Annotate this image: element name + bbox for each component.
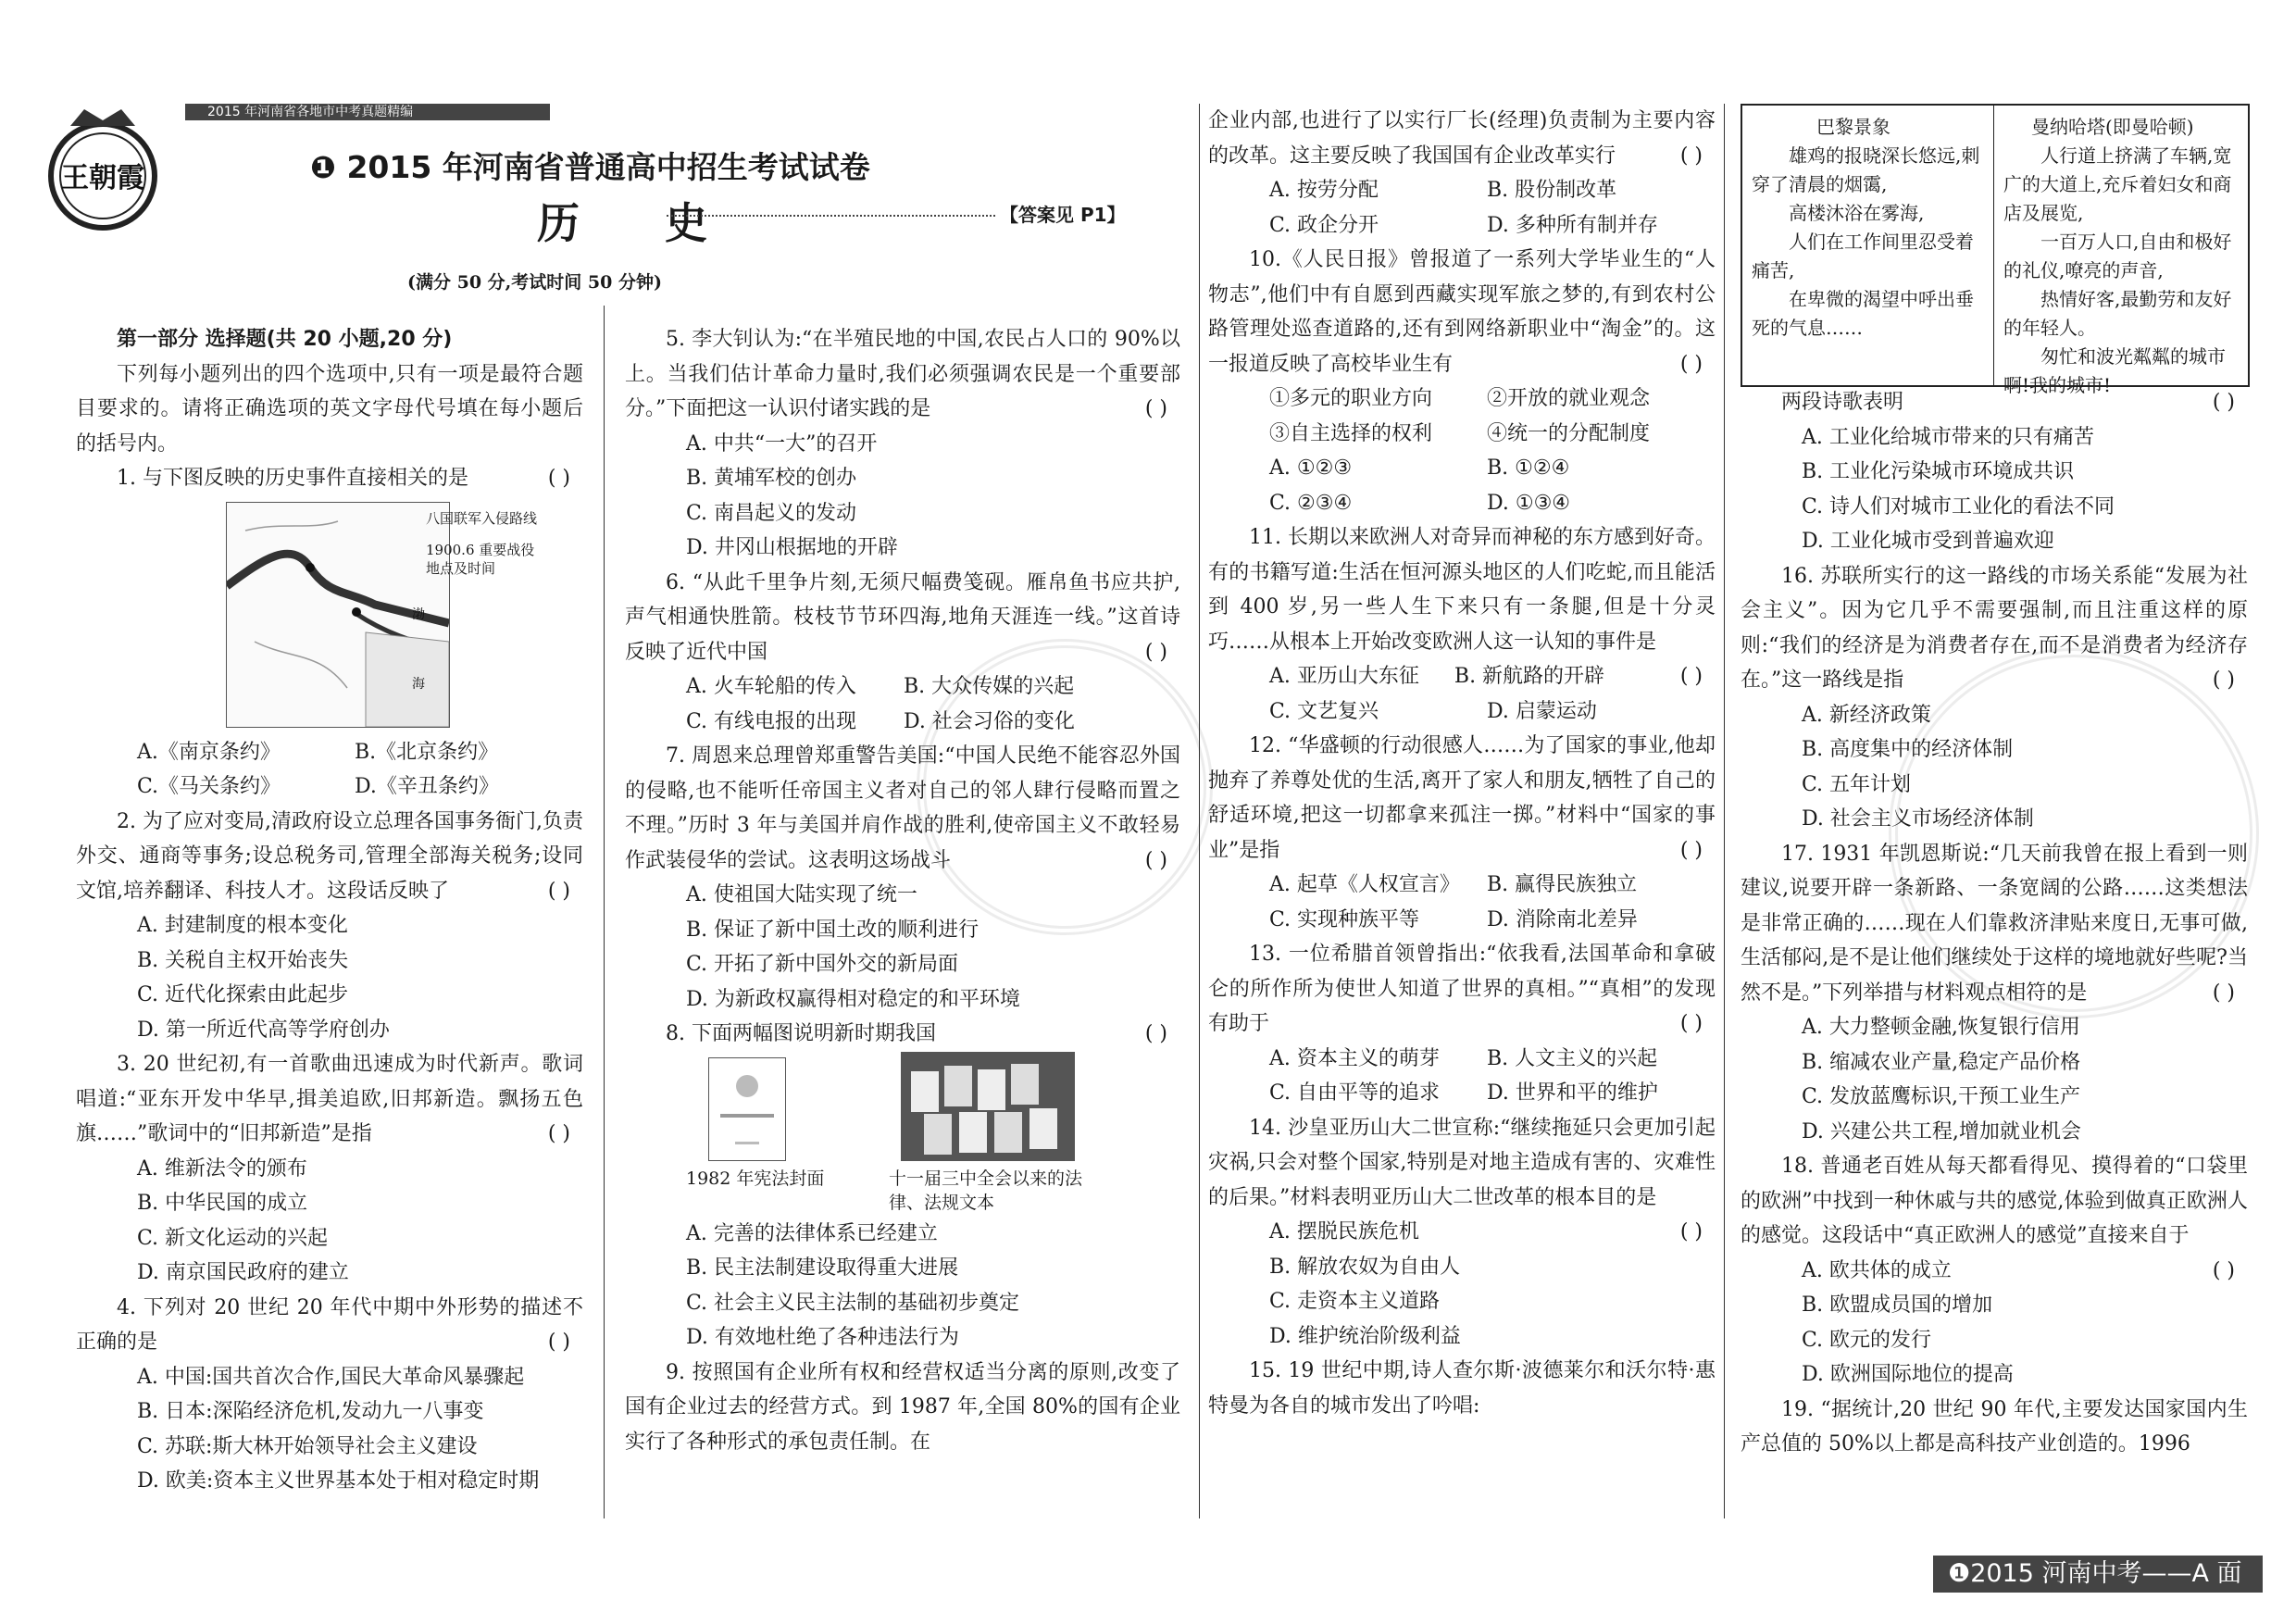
- question-10: 10.《人民日报》曾报道了一系列大学毕业生的“人物志”,他们中有自愿到西藏实现军旅之梦的,有到农村公路管理处巡查道路的,还有到网络新职业中“淘金”的。这一报道反映了高校毕业生有 ( ): [1208, 248, 1716, 376]
- option: C. 社会主义民主法制的基础初步奠定: [686, 1291, 1020, 1315]
- option: D. 欧洲国际地位的提高: [1802, 1363, 2014, 1386]
- option: C. 南昌起义的发动: [686, 501, 857, 525]
- q11-options-row: C. 文艺复兴 D. 启蒙运动: [1269, 699, 1597, 723]
- page-title: ❶ 2015 年河南省普通高中招生考试试卷: [310, 149, 870, 185]
- option: B. 欧盟成员国的增加: [1802, 1293, 1993, 1317]
- column-4: [1741, 385, 2248, 1462]
- question-9-continued: 企业内部,也进行了以实行厂长(经理)负责制为主要内容的改革。这主要反映了我国国有企业改革实行 ( ): [1208, 109, 1716, 168]
- option: D. 社会主义市场经济体制: [1802, 807, 2034, 831]
- option: C. 苏联:斯大林开始领导社会主义建设: [137, 1434, 478, 1458]
- option: D. 兴建公共工程,增加就业机会: [1802, 1119, 2081, 1143]
- question-12: 12. “华盛顿的行动很感人……为了国家的事业,他却抛弃了养尊处优的生活,离开了家人和朋友,牺牲了自己的舒适环境,把这一切都拿来孤注一掷。”材料中“国家的事业”是指 ( ): [1208, 734, 1716, 862]
- question-2: 2. 为了应对变局,清政府设立总理各国事务衙门,负责外交、通商等事务;设总税务司,管理全部海关税务;设同文馆,培养翻译、科技人才。这段话反映了 ( ): [76, 809, 583, 903]
- q10-options-row: C. ②③④ D. ①③④: [1269, 491, 1571, 515]
- option: B. 工业化污染城市环境成共识: [1802, 460, 2075, 483]
- option: B. 日本:深陷经济危机,发动九一八事变: [137, 1400, 484, 1423]
- option: A. 大力整顿金融,恢复银行信用: [1802, 1016, 2080, 1039]
- instructions: 下列每小题列出的四个选项中,只有一项是最符合题目要求的。请将正确选项的英文字母代号填在每小题后的括号内。: [76, 362, 583, 456]
- q10-options-row: A. ①②③ B. ①②④: [1269, 456, 1570, 480]
- option: D. 欧美:资本主义世界基本处于相对稳定时期: [137, 1469, 540, 1493]
- poem-line: 雄鸡的报晓深长悠远,刺穿了清晨的烟霭,: [1752, 144, 1980, 195]
- map-legend: [426, 509, 546, 578]
- series-bar: 2015 年河南省各地市中考真题精编: [185, 104, 550, 120]
- option: C. 五年计划: [1802, 772, 1912, 796]
- question-4: 4. 下列对 20 世纪 20 年代中期中外形势的描述不正确的是 ( ): [76, 1295, 583, 1354]
- option: C. 新文化运动的兴起: [137, 1226, 329, 1250]
- question-9: 9. 按照国有企业所有权和经营权适当分离的原则,改变了国有企业过去的经营方式。到 1987 年,全国 80%的国有企业实行了各种形式的承包责任制。在: [625, 1360, 1180, 1454]
- q1-options-row: A.《南京条约》 B.《北京条约》: [137, 740, 499, 764]
- question-13: 13. 一位希腊首领曾指出:“依我看,法国革命和拿破仑的所作所为使世人知道了世界的真相。”“真相”的发现有助于 ( ): [1208, 943, 1716, 1035]
- legend-route: 八国联军入侵路线: [426, 509, 538, 527]
- q6-options-row: A. 火车轮船的传入 B. 大众传媒的兴起: [686, 675, 1075, 698]
- poem-line: 人行道上挤满了车辆,宽广的大道上,充斥着妇女和商店及展览,: [2003, 144, 2232, 224]
- divider: [667, 215, 995, 217]
- q12-options-row: A. 起草《人权宣言》 B. 赢得民族独立: [1269, 873, 1638, 896]
- caption-constitution: 1982 年宪法封面: [686, 1168, 825, 1189]
- svg-text:渤: 渤: [412, 606, 425, 622]
- section-heading: 第一部分 选择题(共 20 小题,20 分): [117, 328, 453, 351]
- q10-items-row: ①多元的职业方向 ②开放的就业观念: [1269, 387, 1651, 410]
- option: B. 保证了新中国土改的顺利进行: [686, 918, 980, 942]
- q12-options-row: C. 实现种族平等 D. 消除南北差异: [1269, 907, 1638, 931]
- subject-title: 历 史: [537, 198, 743, 248]
- poem-manhattan: [1994, 106, 2246, 396]
- option: C. 发放蓝鹰标识,干预工业生产: [1802, 1085, 2081, 1108]
- invasion-map: [226, 502, 450, 728]
- question-18: 18. 普通老百姓从每天都看得见、摸得着的“口袋里的欧洲”中找到一种休戚与共的感觉,体验到做真正欧洲人的感觉。这段话中“真正欧洲人的感觉”直接来自于 ( ): [1741, 1155, 2248, 1282]
- option: B. 民主法制建设取得重大进展: [686, 1256, 959, 1280]
- option: B. 高度集中的经济体制: [1802, 738, 2014, 761]
- column-divider: [1199, 104, 1200, 1518]
- option: B. 中华民国的成立: [137, 1192, 308, 1215]
- option: A. 中国:国共首次合作,国民大革命风暴骤起: [137, 1365, 525, 1389]
- q11-options-row: A. 亚历山大东征 B. 新航路的开辟: [1269, 665, 1605, 688]
- option: D. 南京国民政府的建立: [137, 1261, 349, 1284]
- question-19: 19. “据统计,20 世纪 90 年代,主要发达国家国内生产总值的 50%以上都是高科技产业创造的。1996: [1741, 1397, 2248, 1456]
- option: A. 摆脱民族危机: [1269, 1220, 1419, 1243]
- q9-options-row: A. 按劳分配 B. 股份制改革: [1269, 179, 1617, 202]
- option: C. 近代化探索由此起步: [137, 983, 349, 1006]
- q10-items-row: ③自主选择的权利 ④统一的分配制度: [1269, 421, 1651, 445]
- question-16: 16. 苏联所实行的这一路线的市场关系能“发展为社会主义”。因为它几乎不需要强制,而且注重这样的原则:“我们的经济是为消费者存在,而不是消费者为经济存在。”这一路线是指 ( ): [1741, 564, 2248, 692]
- question-14: 14. 沙皇亚历山大二世宣称:“继续拖延只会更加引起灾祸,只会对整个国家,特别是对地主造成有害的、灾难性的后果。”材料表明亚历山大二世改革的根本目的是 ( ): [1208, 1116, 1716, 1243]
- column-1: [76, 322, 583, 1499]
- constitution-cover-image: [708, 1057, 786, 1161]
- poem-line: 热情好客,最勤劳和友好的年轻人。: [2003, 288, 2232, 339]
- poem-title: 巴黎景象: [1816, 116, 1890, 138]
- option: C. 走资本主义道路: [1269, 1290, 1441, 1313]
- column-divider: [604, 306, 605, 1518]
- question-1: 1. 与下图反映的历史事件直接相关的是 ( ): [117, 467, 570, 490]
- option: D. 井冈山根据地的开辟: [686, 536, 898, 559]
- question-5: 5. 李大钊认为:“在半殖民地的中国,农民占人口的 90%以上。当我们估计革命力量时,我们必须强调农民是一个重要部分。”下面把这一认识付诸实践的是 ( ): [625, 328, 1180, 420]
- poem-line: 在卑微的渴望中呼出垂死的气息……: [1752, 288, 1974, 339]
- law-figures: [625, 1052, 1180, 1217]
- poem-title: 曼纳哈塔(即曼哈顿): [2031, 116, 2194, 138]
- option: A. 欧共体的成立: [1802, 1258, 1952, 1282]
- option: D. 有效地杜绝了各种违法行为: [686, 1326, 959, 1349]
- option: A. 完善的法律体系已经建立: [686, 1221, 938, 1245]
- option: A. 封建制度的根本变化: [137, 914, 348, 937]
- option: A. 新经济政策: [1802, 703, 1931, 727]
- question-3: 3. 20 世纪初,有一首歌曲迅速成为时代新声。歌词唱道:“亚东开发中华早,揖美追欧,旧邦新造。飘扬五色旗……”歌词中的“旧邦新造”是指 ( ): [76, 1053, 583, 1145]
- page-footer: ❶2015 河南中考——A 面: [1933, 1556, 2263, 1593]
- legend-battle: 1900.6 重要战役地点及时间: [426, 541, 535, 577]
- option: B. 关税自主权开始丧失: [137, 948, 349, 972]
- brand-logo: [33, 100, 172, 239]
- question-17: 17. 1931 年凯恩斯说:“几天前我曾在报上看到一则建议,说要开辟一条新路、一条宽阔的公路……这类想法是非常正确的……现在人们靠救济津贴来度日,无事可做,生活郁闷,是不是让他们继续处于这样的境地就好些呢?当然不是。”下列举措与材料观点相符的是 ( ): [1741, 842, 2248, 1005]
- question-8: 8. 下面两幅图说明新时期我国 ( ): [666, 1022, 1167, 1045]
- q13-options-row: A. 资本主义的萌芽 B. 人文主义的兴起: [1269, 1046, 1658, 1070]
- option: D. 维护统治阶级利益: [1269, 1324, 1461, 1348]
- option: D. 第一所近代高等学府创办: [137, 1018, 390, 1042]
- option: B. 解放农奴为自由人: [1269, 1255, 1461, 1279]
- option: B. 黄埔军校的创办: [686, 467, 857, 490]
- question-15-stem: 两段诗歌表明 ( ): [1781, 391, 2235, 414]
- column-2: [625, 322, 1180, 1459]
- q13-options-row: C. 自由平等的追求 D. 世界和平的维护: [1269, 1081, 1658, 1105]
- svg-text:王朝霞: 王朝霞: [61, 162, 144, 194]
- option: C. 欧元的发行: [1802, 1328, 1932, 1352]
- caption-law-books: 十一届三中全会以来的法律、法规文本: [889, 1168, 1083, 1213]
- question-15: 15. 19 世纪中期,诗人查尔斯·波德莱尔和沃尔特·惠特曼为各自的城市发出了吟唱:: [1208, 1359, 1716, 1418]
- q6-options-row: C. 有线电报的出现 D. 社会习俗的变化: [686, 709, 1075, 733]
- column-divider: [1724, 104, 1725, 1518]
- svg-text:海: 海: [412, 676, 425, 692]
- q1-options-row: C.《马关条约》 D.《辛丑条约》: [137, 775, 499, 798]
- exam-info: (满分 50 分,考试时间 50 分钟): [407, 272, 662, 293]
- poem-line: 人们在工作间里忍受着痛苦,: [1752, 231, 1974, 281]
- option: B. 缩减农业产量,稳定产品价格: [1802, 1050, 2081, 1074]
- poem-line: 高楼沐浴在雾海,: [1789, 202, 1925, 224]
- poem-table: [1741, 104, 2250, 396]
- option: A. 使祖国大陆实现了统一: [686, 883, 917, 906]
- question-6: 6. “从此千里争片刻,无须尺幅费笺砚。雁帛鱼书应共护,声气相通快胜箭。枝枝节节环四海,地角天涯连一线。”这首诗反映了近代中国 ( ): [625, 570, 1180, 664]
- q9-options-row: C. 政企分开 D. 多种所有制并存: [1269, 213, 1658, 237]
- map-figure: [76, 496, 583, 735]
- option: D. 为新政权赢得相对稳定的和平环境: [686, 987, 1020, 1011]
- option: A. 工业化给城市带来的只有痛苦: [1802, 425, 2094, 449]
- poem-line: 一百万人口,自由和极好的礼仪,嘹亮的声音,: [2003, 231, 2232, 281]
- poem-paris: [1742, 106, 1994, 385]
- answer-reference: 【答案见 P1】: [1000, 204, 1126, 226]
- question-11: 11. 长期以来欧洲人对奇异而神秘的东方感到好奇。有的书籍写道:生活在恒河源头地区的人们吃蛇,而且能活到 400 岁,另一些人生下来只有一条腿,但是十分灵巧……从根本上开始改变欧洲人这一认知的事件是 ( ): [1208, 526, 1716, 688]
- option: A. 中共“一大”的召开: [686, 431, 878, 456]
- poem-line: 匆忙和波光粼粼的城市啊!我的城市!: [2003, 345, 2226, 396]
- option: A. 维新法令的颁布: [137, 1156, 307, 1181]
- law-books-image: [901, 1052, 1075, 1161]
- option: C. 开拓了新中国外交的新局面: [686, 953, 959, 976]
- option: D. 工业化城市受到普遍欢迎: [1802, 530, 2054, 553]
- option: C. 诗人们对城市工业化的看法不同: [1802, 494, 2115, 519]
- column-3: [1208, 104, 1716, 1423]
- question-7: 7. 周恩来总理曾郑重警告美国:“中国人民绝不能容忍外国的侵略,也不能听任帝国主义者对自己的邻人肆行侵略而置之不理。”历时 3 年与美国并肩作战的胜利,使帝国主义不敢轻易作武装侵华的尝试。这表明这场战斗 ( ): [625, 744, 1180, 872]
